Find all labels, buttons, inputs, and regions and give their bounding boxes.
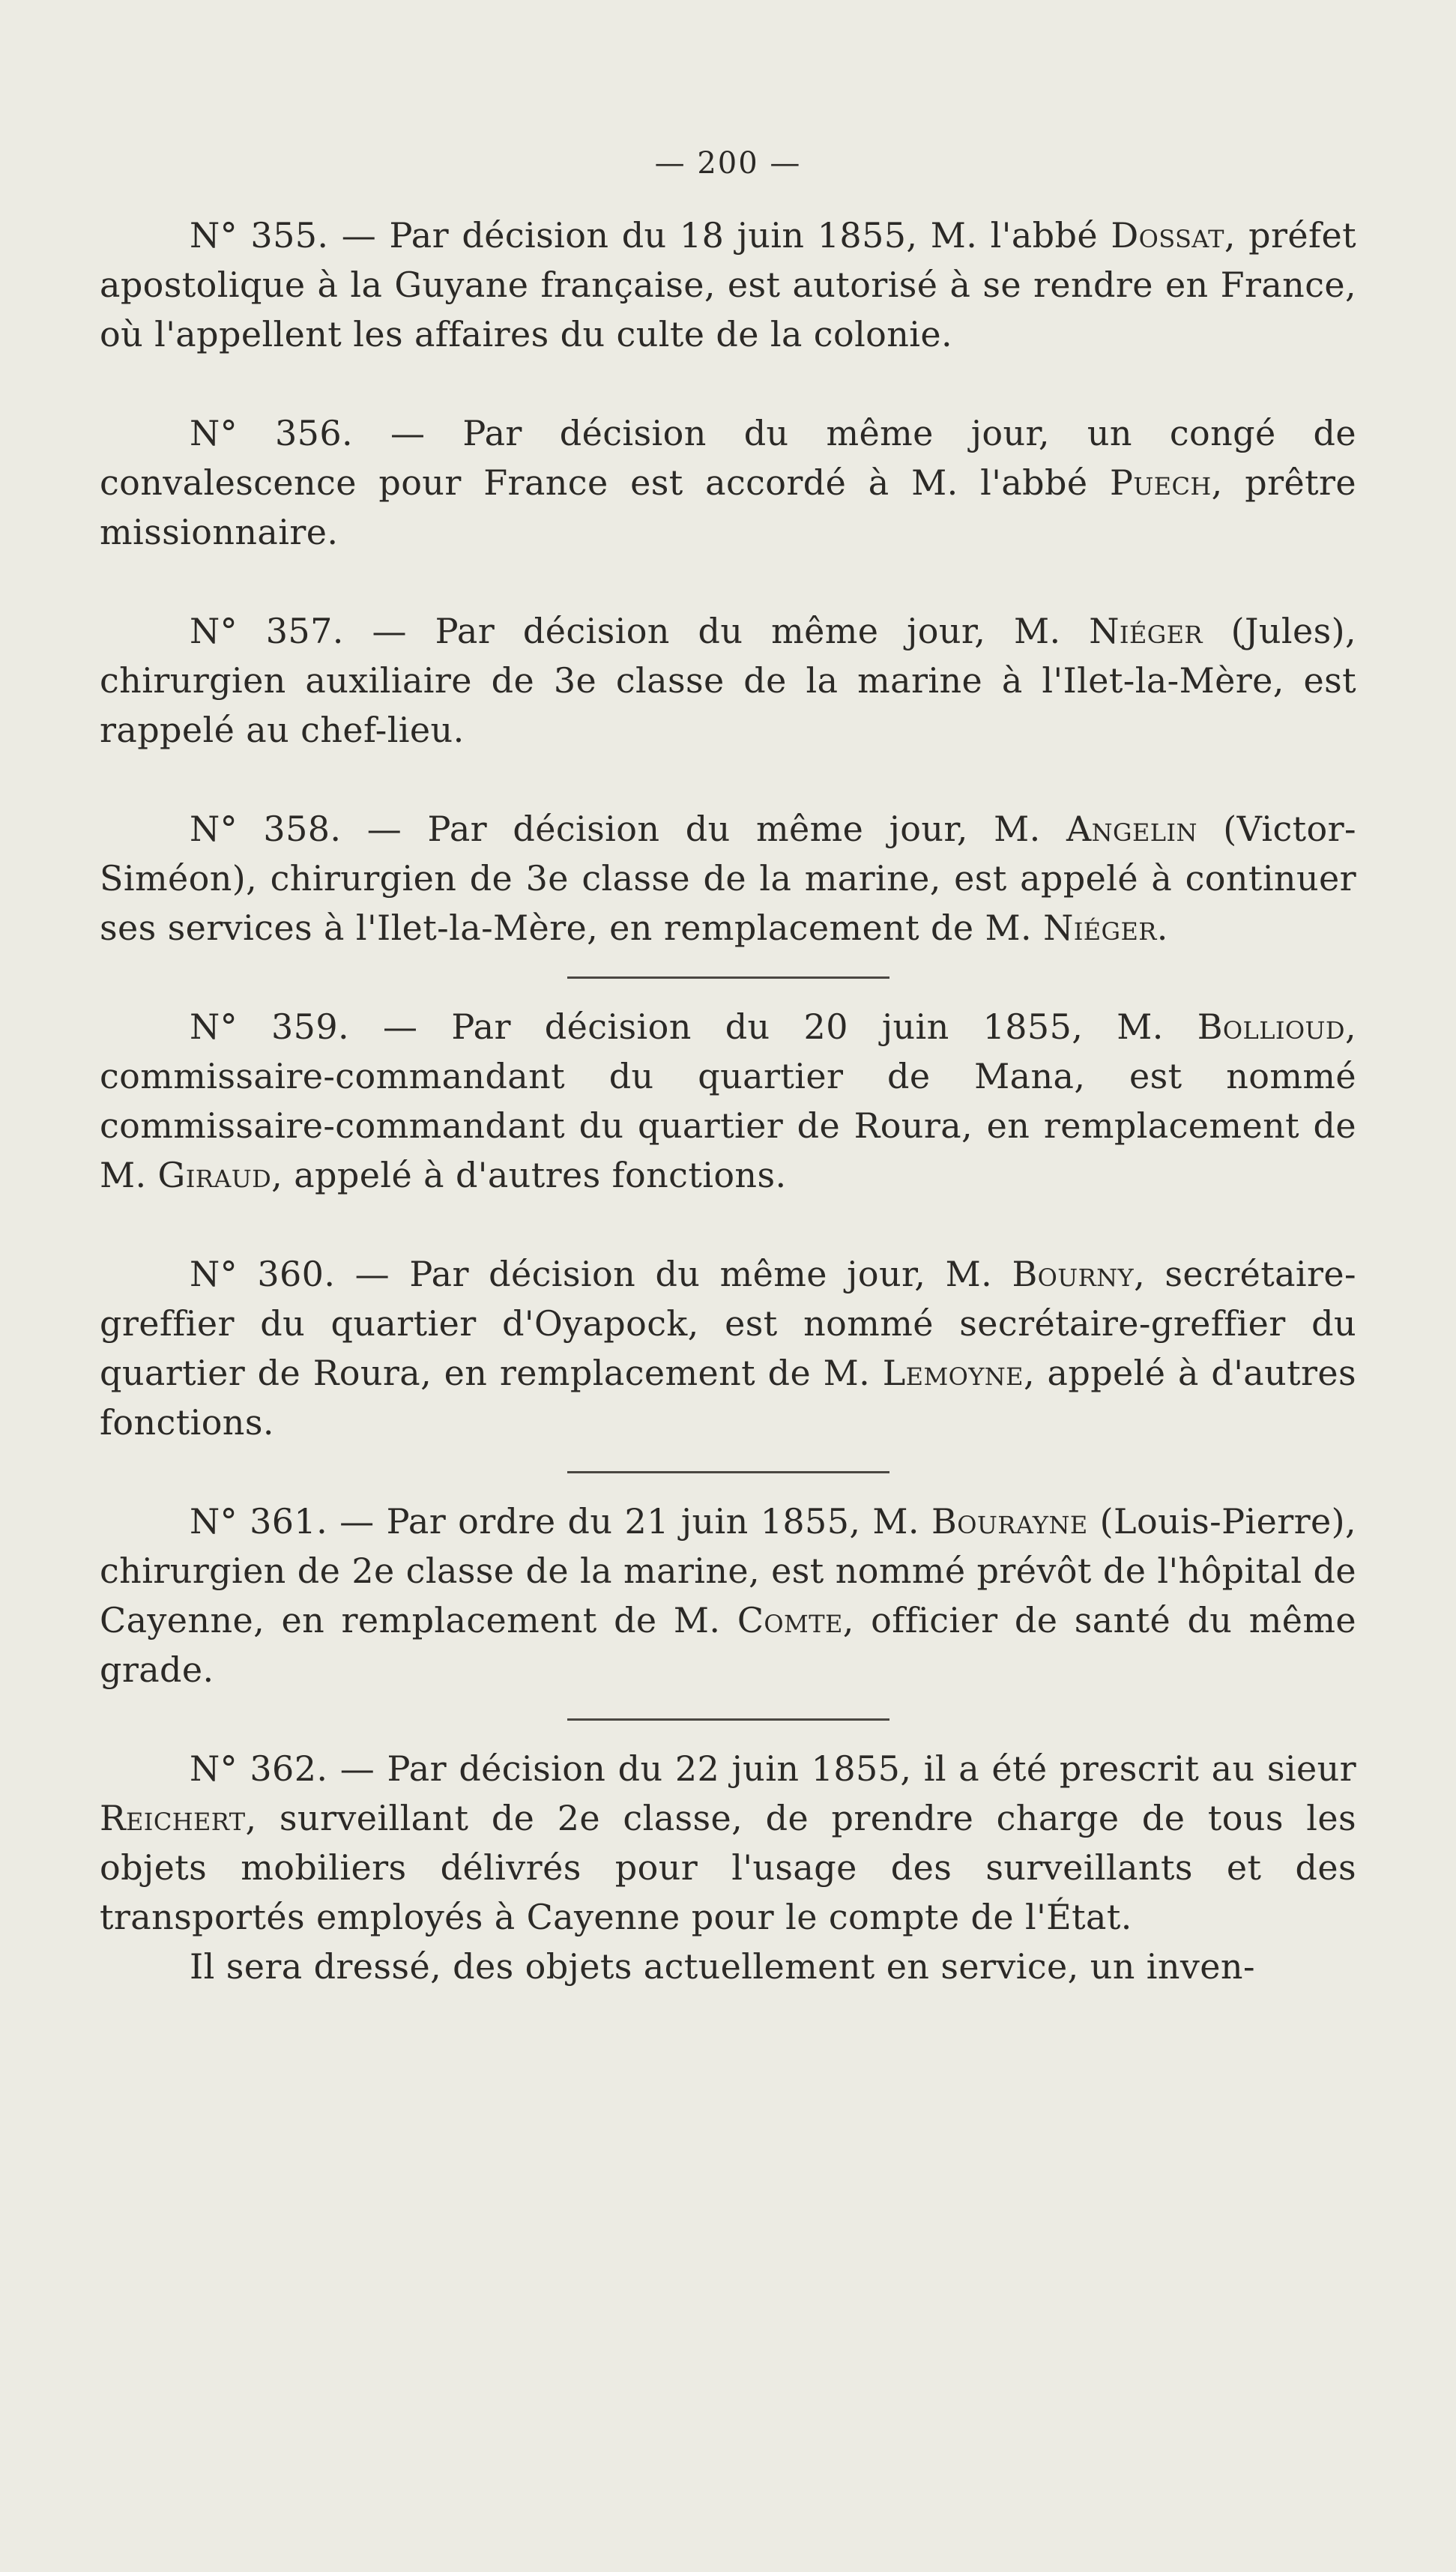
- section-divider: [567, 976, 889, 979]
- entry-text: N° 355. — Par décision du 18 juin 1855, M. l'abbé Dossat, préfet apostolique à la Guyane française, est autorisé à se rendre en France, où l'appellent les affaires du culte de la colonie.: [100, 215, 1356, 354]
- section-divider: [567, 1471, 889, 1473]
- person-name: Puech: [1110, 462, 1212, 503]
- person-name: Giraud: [157, 1155, 272, 1195]
- section-divider: [567, 1718, 889, 1721]
- entry-number: N° 362.: [190, 1748, 328, 1789]
- entry-361: [100, 1497, 1356, 1694]
- section-divider-wrap: [100, 953, 1356, 1002]
- section-divider-wrap: [100, 1447, 1356, 1497]
- person-name: Reichert: [100, 1798, 246, 1838]
- entry-number: N° 356.: [190, 413, 354, 453]
- person-name: Bollioud: [1197, 1006, 1345, 1047]
- entry-text: N° 362. — Par décision du 22 juin 1855, il a été prescrit au sieur Reichert, surveillant de 2e classe, de prendre charge de tous les objets mobiliers délivrés pour l'usage des surveillants et des transportés employés à Cayenne pour le compte de l'État.: [100, 1748, 1356, 1937]
- continuation-text: Il sera dressé, des objets actuellement en service, un inven-: [190, 1946, 1255, 1987]
- entry-number: N° 359.: [190, 1006, 350, 1047]
- person-name: Lemoyne: [882, 1353, 1024, 1393]
- entry-text: N° 358. — Par décision du même jour, M. Angelin (Victor-Siméon), chirurgien de 3e classe de la marine, est appelé à continuer ses services à l'Ilet-la-Mère, en remplacement de M. Niéger.: [100, 809, 1356, 948]
- entry-text: N° 357. — Par décision du même jour, M. Niéger (Jules), chirurgien auxiliaire de 3e classe de la marine à l'Ilet-la-Mère, est rappelé au chef-lieu.: [100, 611, 1356, 750]
- person-name: Dossat: [1111, 215, 1224, 256]
- entry-text: N° 356. — Par décision du même jour, un congé de convalescence pour France est accordé à M. l'abbé Puech, prêtre missionnaire.: [100, 413, 1356, 552]
- entry-text: N° 361. — Par ordre du 21 juin 1855, M. Bourayne (Louis-Pierre), chirurgien de 2e classe de la marine, est nommé prévôt de l'hôpital de Cayenne, en remplacement de M. Comte, officier de santé du même grade.: [100, 1501, 1356, 1690]
- entry-text: N° 359. — Par décision du 20 juin 1855, M. Bollioud, commissaire-commandant du quartier de Mana, est nommé commissaire-commandant du quartier de Roura, en remplacement de M. Giraud, appelé à d'autres fonctions.: [100, 1006, 1356, 1195]
- entry-number: N° 355.: [190, 215, 329, 256]
- entry-number: N° 358.: [190, 809, 342, 849]
- entry-360: [100, 1249, 1356, 1447]
- person-name: Bourny: [1012, 1254, 1135, 1294]
- entry-number: N° 360.: [190, 1254, 336, 1294]
- page-number: — 200 —: [654, 146, 802, 181]
- entry-number: N° 361.: [190, 1501, 328, 1542]
- person-name: Comte: [737, 1600, 843, 1640]
- entry-358: [100, 804, 1356, 953]
- person-name: Niéger: [1043, 908, 1157, 948]
- person-name: Bourayne: [931, 1501, 1088, 1542]
- section-divider-wrap: [100, 1694, 1356, 1744]
- person-name: Angelin: [1066, 809, 1197, 849]
- entry-359: [100, 1002, 1356, 1200]
- person-name: Niéger: [1089, 611, 1203, 651]
- entry-362: [100, 1744, 1356, 1991]
- entry-356: [100, 408, 1356, 557]
- entry-357: [100, 606, 1356, 755]
- entry-number: N° 357.: [190, 611, 344, 651]
- entry-text: N° 360. — Par décision du même jour, M. Bourny, secrétaire-greffier du quartier d'Oyapock, est nommé secrétaire-greffier du quartier de Roura, en remplacement de M. Lemoyne, appelé à d'autres fonctions.: [100, 1254, 1357, 1443]
- entry-355: [100, 211, 1356, 359]
